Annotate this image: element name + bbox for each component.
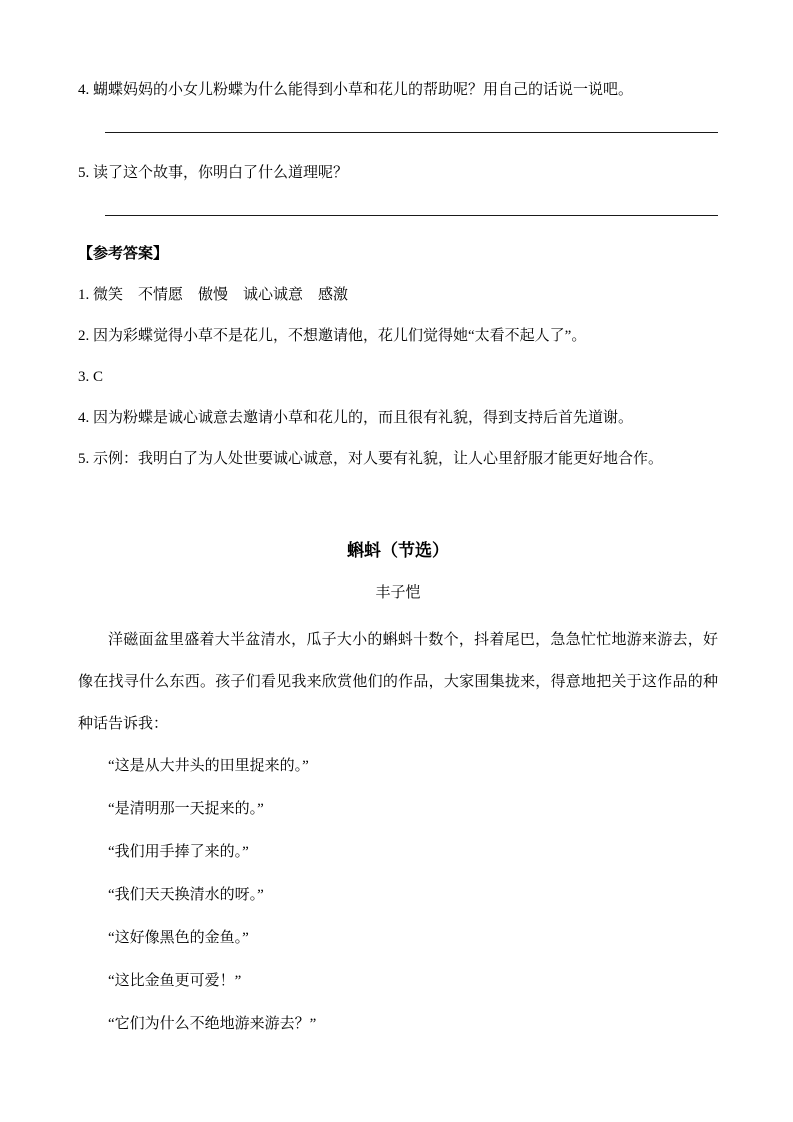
passage-intro-paragraph: 洋磁面盆里盛着大半盆清水，瓜子大小的蝌蚪十数个，抖着尾巴，急急忙忙地游来游去，好像在找寻什么东西。孩子们看见我来欣赏他们的作品，大家围集拢来，得意地把关于这作品的种种话告诉我： (78, 632, 718, 732)
passage-title: 蝌蚪（节选） (347, 541, 449, 560)
passage-quote-3: “我们用手捧了来的。” (108, 844, 249, 860)
passage-quote-2: “是清明那一天捉来的。” (108, 801, 264, 817)
passage-quote-1: “这是从大井头的田里捉来的。” (108, 758, 309, 774)
reference-answer-5: 5. 示例：我明白了为人处世要诚心诚意，对人要有礼貌，让人心里舒服才能更好地合作。 (78, 451, 664, 467)
reference-answer-3: 3. C (78, 369, 104, 385)
answer-blank-line-1 (105, 132, 718, 133)
reference-answer-2: 2. 因为彩蝶觉得小草不是花儿，不想邀请他，花儿们觉得她“太看不起人了”。 (78, 328, 587, 344)
passage-quote-4: “我们天天换清水的呀。” (108, 887, 264, 903)
passage-author: 丰子恺 (375, 585, 421, 601)
questions-section (78, 80, 718, 216)
answer-blank-line-2 (105, 215, 718, 216)
reference-answer-1: 1. 微笑 不情愿 傲慢 诚心诚意 感激 (78, 287, 349, 303)
passage-quote-6: “这比金鱼更可爱！” (108, 973, 242, 989)
reference-answer-4: 4. 因为粉蝶是诚心诚意去邀请小草和花儿的，而且很有礼貌，得到支持后首先道谢。 (78, 410, 634, 426)
reference-answers-header: 【参考答案】 (78, 246, 169, 262)
passage-section (78, 539, 718, 1046)
reference-answers-section (78, 244, 718, 469)
passage-quote-5: “这好像黑色的金鱼。” (108, 930, 249, 946)
question-4: 4. 蝴蝶妈妈的小女儿粉蝶为什么能得到小草和花儿的帮助呢？用自己的话说一说吧。 (78, 82, 634, 98)
passage-quote-7: “它们为什么不绝地游来游去？” (108, 1016, 317, 1032)
question-5: 5. 读了这个故事，你明白了什么道理呢？ (78, 165, 349, 181)
